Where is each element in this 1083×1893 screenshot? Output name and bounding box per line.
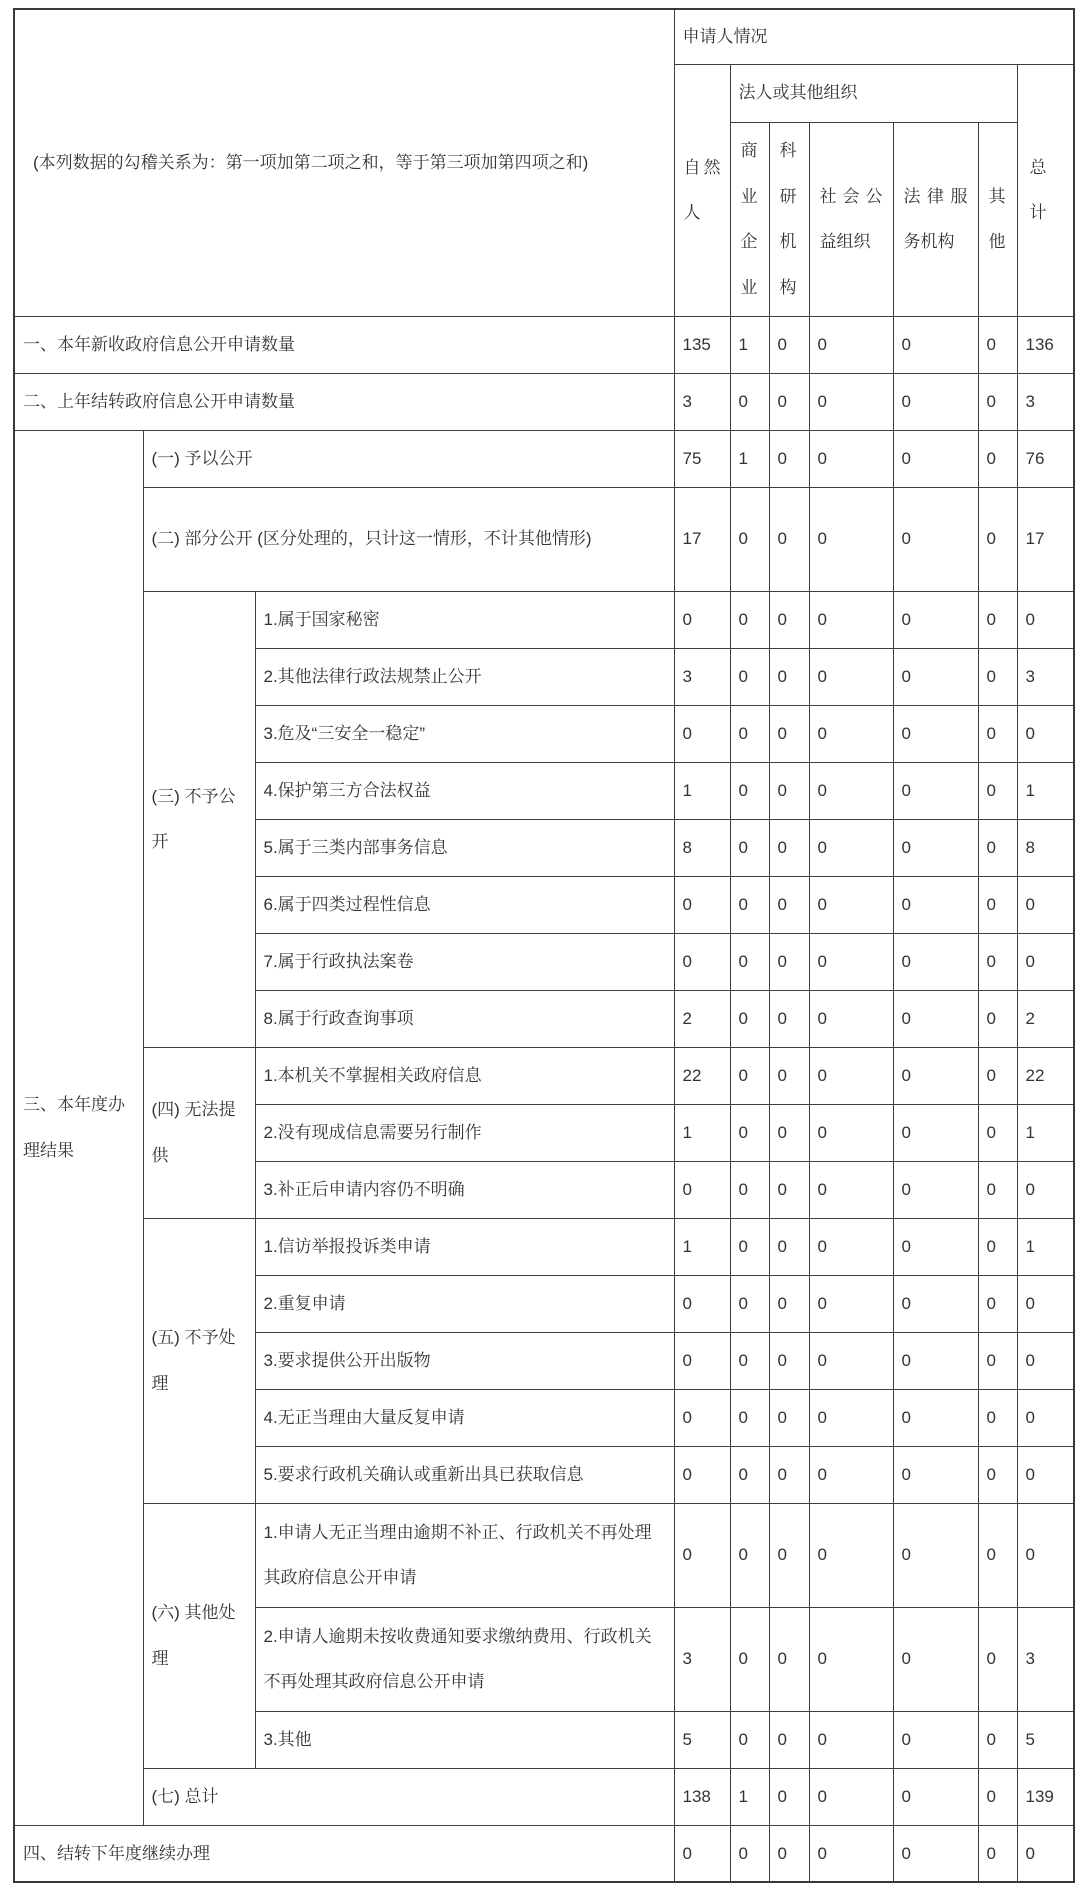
value-cell: 0: [1017, 1503, 1074, 1607]
value-cell: 0: [1017, 705, 1074, 762]
value-cell: 0: [809, 1332, 893, 1389]
header-org-type-research: 科研机构: [769, 122, 809, 316]
value-cell: 0: [674, 1161, 730, 1218]
value-cell: 0: [769, 876, 809, 933]
item-label: 8.属于行政查询事项: [255, 990, 674, 1047]
value-cell: 0: [730, 373, 769, 430]
value-cell: 0: [769, 487, 809, 591]
value-cell: 3: [674, 648, 730, 705]
value-cell: 0: [809, 591, 893, 648]
table-row: [14, 591, 1074, 648]
row-label: 一、本年新收政府信息公开申请数量: [14, 316, 674, 373]
value-cell: 0: [1017, 1389, 1074, 1446]
value-cell: 0: [769, 316, 809, 373]
value-cell: 0: [769, 1161, 809, 1218]
value-cell: 0: [893, 1047, 978, 1104]
value-cell: 0: [809, 430, 893, 487]
value-cell: 0: [978, 1825, 1017, 1882]
value-cell: 0: [809, 373, 893, 430]
value-cell: 76: [1017, 430, 1074, 487]
value-cell: 0: [978, 705, 1017, 762]
item-label: 5.要求行政机关确认或重新出具已获取信息: [255, 1446, 674, 1503]
value-cell: 17: [1017, 487, 1074, 591]
value-cell: 0: [978, 1161, 1017, 1218]
value-cell: 0: [893, 1711, 978, 1768]
value-cell: 0: [978, 430, 1017, 487]
value-cell: 0: [978, 1768, 1017, 1825]
group-label: (五) 不予处理: [143, 1218, 255, 1503]
value-cell: 0: [978, 1104, 1017, 1161]
value-cell: 0: [809, 1389, 893, 1446]
value-cell: 0: [769, 430, 809, 487]
value-cell: 0: [674, 1332, 730, 1389]
header-org-type-legal-service: 法律服务机构: [893, 122, 978, 316]
table-row: [14, 373, 1074, 430]
value-cell: 75: [674, 430, 730, 487]
value-cell: 0: [809, 648, 893, 705]
value-cell: 0: [730, 1332, 769, 1389]
item-label: 5.属于三类内部事务信息: [255, 819, 674, 876]
value-cell: 0: [674, 591, 730, 648]
value-cell: 0: [978, 1047, 1017, 1104]
value-cell: 0: [893, 648, 978, 705]
value-cell: 0: [769, 1389, 809, 1446]
value-cell: 0: [730, 933, 769, 990]
value-cell: 0: [769, 1711, 809, 1768]
value-cell: 0: [978, 1275, 1017, 1332]
value-cell: 1: [730, 316, 769, 373]
value-cell: 1: [674, 1218, 730, 1275]
value-cell: 0: [809, 1711, 893, 1768]
value-cell: 0: [674, 1446, 730, 1503]
value-cell: 0: [809, 1161, 893, 1218]
item-label: 2.重复申请: [255, 1275, 674, 1332]
value-cell: 0: [893, 1332, 978, 1389]
value-cell: 8: [674, 819, 730, 876]
table-row: [14, 1825, 1074, 1882]
value-cell: 0: [1017, 1161, 1074, 1218]
value-cell: 0: [978, 648, 1017, 705]
value-cell: 0: [978, 990, 1017, 1047]
value-cell: 136: [1017, 316, 1074, 373]
table-row: [14, 316, 1074, 373]
item-label: 1.属于国家秘密: [255, 591, 674, 648]
value-cell: 0: [730, 1503, 769, 1607]
value-cell: 0: [730, 819, 769, 876]
group-label: (一) 予以公开: [143, 430, 674, 487]
value-cell: 0: [674, 933, 730, 990]
value-cell: 0: [978, 487, 1017, 591]
value-cell: 0: [978, 316, 1017, 373]
group-label: (六) 其他处理: [143, 1503, 255, 1768]
note-cell: (本列数据的勾稽关系为：第一项加第二项之和，等于第三项加第四项之和): [14, 9, 674, 316]
item-label: 3.危及“三安全一稳定”: [255, 705, 674, 762]
row-label: 二、上年结转政府信息公开申请数量: [14, 373, 674, 430]
value-cell: 5: [1017, 1711, 1074, 1768]
group-label: (三) 不予公开: [143, 591, 255, 1047]
value-cell: 0: [893, 1503, 978, 1607]
value-cell: 0: [978, 591, 1017, 648]
header-applicant: 申请人情况: [674, 9, 1074, 64]
value-cell: 0: [809, 1768, 893, 1825]
value-cell: 0: [809, 1825, 893, 1882]
value-cell: 2: [674, 990, 730, 1047]
value-cell: 0: [809, 705, 893, 762]
item-label: 2.申请人逾期未按收费通知要求缴纳费用、行政机关不再处理其政府信息公开申请: [255, 1607, 674, 1711]
value-cell: 0: [893, 316, 978, 373]
value-cell: 0: [769, 933, 809, 990]
value-cell: 0: [769, 762, 809, 819]
value-cell: 0: [978, 933, 1017, 990]
value-cell: 0: [809, 1047, 893, 1104]
value-cell: 0: [769, 591, 809, 648]
value-cell: 1: [674, 762, 730, 819]
value-cell: 0: [674, 1275, 730, 1332]
value-cell: 0: [769, 1332, 809, 1389]
header-org-type-other: 其他: [978, 122, 1017, 316]
value-cell: 0: [674, 1825, 730, 1882]
header-org-type-commercial: 商业企业: [730, 122, 769, 316]
value-cell: 0: [978, 373, 1017, 430]
value-cell: 0: [769, 1768, 809, 1825]
item-label: 3.其他: [255, 1711, 674, 1768]
item-label: 3.要求提供公开出版物: [255, 1332, 674, 1389]
value-cell: 0: [978, 1218, 1017, 1275]
value-cell: 1: [730, 430, 769, 487]
value-cell: 3: [674, 373, 730, 430]
value-cell: 17: [674, 487, 730, 591]
value-cell: 0: [809, 1607, 893, 1711]
disclosure-requests-table: [13, 8, 1075, 1883]
value-cell: 0: [893, 819, 978, 876]
table-row: [14, 1503, 1074, 1607]
table-row: [14, 1768, 1074, 1825]
value-cell: 8: [1017, 819, 1074, 876]
value-cell: 0: [769, 1275, 809, 1332]
value-cell: 0: [893, 876, 978, 933]
value-cell: 0: [730, 1389, 769, 1446]
item-label: 3.补正后申请内容仍不明确: [255, 1161, 674, 1218]
value-cell: 0: [769, 1104, 809, 1161]
value-cell: 0: [978, 1389, 1017, 1446]
value-cell: 0: [893, 1161, 978, 1218]
header-org-type-public-welfare: 社会公益组织: [809, 122, 893, 316]
value-cell: 0: [769, 1825, 809, 1882]
value-cell: 1: [730, 1768, 769, 1825]
value-cell: 0: [893, 705, 978, 762]
value-cell: 0: [893, 1825, 978, 1882]
value-cell: 135: [674, 316, 730, 373]
value-cell: 0: [893, 1104, 978, 1161]
value-cell: 1: [674, 1104, 730, 1161]
value-cell: 0: [978, 762, 1017, 819]
value-cell: 139: [1017, 1768, 1074, 1825]
value-cell: 0: [730, 1607, 769, 1711]
value-cell: 0: [1017, 1332, 1074, 1389]
value-cell: 0: [730, 648, 769, 705]
value-cell: 0: [769, 1503, 809, 1607]
table-row: [14, 430, 1074, 487]
value-cell: 0: [893, 762, 978, 819]
value-cell: 0: [893, 430, 978, 487]
value-cell: 0: [893, 1446, 978, 1503]
value-cell: 3: [1017, 1607, 1074, 1711]
value-cell: 0: [893, 1275, 978, 1332]
value-cell: 3: [1017, 373, 1074, 430]
value-cell: 0: [893, 373, 978, 430]
value-cell: 0: [809, 933, 893, 990]
item-label: 4.无正当理由大量反复申请: [255, 1389, 674, 1446]
table-row: [14, 487, 1074, 591]
value-cell: 0: [730, 1161, 769, 1218]
value-cell: 0: [809, 1218, 893, 1275]
value-cell: 0: [893, 933, 978, 990]
value-cell: 0: [893, 1607, 978, 1711]
value-cell: 0: [1017, 1446, 1074, 1503]
row-label: 四、结转下年度继续办理: [14, 1825, 674, 1882]
value-cell: 0: [730, 487, 769, 591]
value-cell: 3: [674, 1607, 730, 1711]
value-cell: 0: [978, 1446, 1017, 1503]
group-label: (七) 总计: [143, 1768, 674, 1825]
value-cell: 0: [769, 1607, 809, 1711]
value-cell: 5: [674, 1711, 730, 1768]
value-cell: 0: [809, 1104, 893, 1161]
value-cell: 0: [809, 876, 893, 933]
header-natural-person: 自然人: [674, 64, 730, 316]
value-cell: 0: [893, 1768, 978, 1825]
value-cell: 0: [730, 1218, 769, 1275]
value-cell: 0: [769, 1446, 809, 1503]
value-cell: 0: [1017, 591, 1074, 648]
value-cell: 0: [769, 1047, 809, 1104]
value-cell: 0: [809, 762, 893, 819]
item-label: 7.属于行政执法案卷: [255, 933, 674, 990]
value-cell: 0: [893, 591, 978, 648]
value-cell: 0: [730, 1825, 769, 1882]
value-cell: 0: [1017, 876, 1074, 933]
value-cell: 0: [730, 1047, 769, 1104]
value-cell: 0: [730, 1275, 769, 1332]
value-cell: 0: [809, 316, 893, 373]
value-cell: 0: [769, 373, 809, 430]
value-cell: 0: [769, 1218, 809, 1275]
item-label: 1.本机关不掌握相关政府信息: [255, 1047, 674, 1104]
value-cell: 0: [730, 876, 769, 933]
value-cell: 22: [674, 1047, 730, 1104]
group-label: (二) 部分公开 (区分处理的，只计这一情形，不计其他情形): [143, 487, 674, 591]
value-cell: 0: [893, 1389, 978, 1446]
value-cell: 0: [730, 1446, 769, 1503]
item-label: 6.属于四类过程性信息: [255, 876, 674, 933]
item-label: 4.保护第三方合法权益: [255, 762, 674, 819]
value-cell: 1: [1017, 1218, 1074, 1275]
value-cell: 0: [893, 990, 978, 1047]
value-cell: 0: [674, 876, 730, 933]
value-cell: 0: [978, 819, 1017, 876]
value-cell: 0: [769, 705, 809, 762]
value-cell: 0: [674, 705, 730, 762]
group-label: (四) 无法提供: [143, 1047, 255, 1218]
value-cell: 2: [1017, 990, 1074, 1047]
header-row-1: [14, 9, 1074, 64]
value-cell: 22: [1017, 1047, 1074, 1104]
value-cell: 0: [730, 591, 769, 648]
value-cell: 0: [978, 1332, 1017, 1389]
item-label: 1.申请人无正当理由逾期不补正、行政机关不再处理其政府信息公开申请: [255, 1503, 674, 1607]
value-cell: 0: [978, 876, 1017, 933]
value-cell: 0: [769, 819, 809, 876]
value-cell: 0: [730, 1711, 769, 1768]
value-cell: 0: [809, 1446, 893, 1503]
item-label: 2.没有现成信息需要另行制作: [255, 1104, 674, 1161]
value-cell: 0: [809, 990, 893, 1047]
value-cell: 0: [893, 487, 978, 591]
value-cell: 0: [809, 1275, 893, 1332]
value-cell: 0: [730, 990, 769, 1047]
header-total: 总计: [1017, 64, 1074, 316]
value-cell: 0: [809, 487, 893, 591]
value-cell: 0: [978, 1503, 1017, 1607]
value-cell: 0: [674, 1389, 730, 1446]
value-cell: 3: [1017, 648, 1074, 705]
value-cell: 0: [730, 762, 769, 819]
item-label: 2.其他法律行政法规禁止公开: [255, 648, 674, 705]
value-cell: 0: [769, 990, 809, 1047]
value-cell: 0: [1017, 933, 1074, 990]
value-cell: 0: [809, 819, 893, 876]
value-cell: 1: [1017, 1104, 1074, 1161]
value-cell: 0: [809, 1503, 893, 1607]
value-cell: 0: [978, 1711, 1017, 1768]
value-cell: 0: [674, 1503, 730, 1607]
value-cell: 138: [674, 1768, 730, 1825]
table-row: [14, 1047, 1074, 1104]
section-label: 三、本年度办理结果: [14, 430, 143, 1825]
value-cell: 0: [1017, 1825, 1074, 1882]
value-cell: 0: [769, 648, 809, 705]
value-cell: 0: [730, 1104, 769, 1161]
value-cell: 0: [730, 705, 769, 762]
value-cell: 1: [1017, 762, 1074, 819]
value-cell: 0: [1017, 1275, 1074, 1332]
value-cell: 0: [893, 1218, 978, 1275]
value-cell: 0: [978, 1607, 1017, 1711]
table-row: [14, 1218, 1074, 1275]
header-legal-org: 法人或其他组织: [730, 64, 1017, 122]
item-label: 1.信访举报投诉类申请: [255, 1218, 674, 1275]
